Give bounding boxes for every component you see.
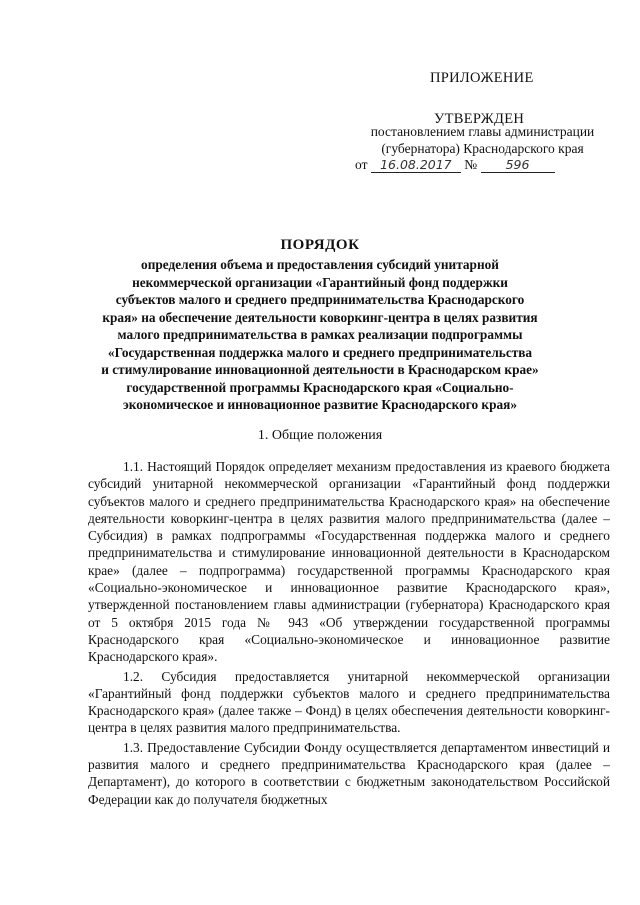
appendix-label: ПРИЛОЖЕНИЕ bbox=[430, 70, 534, 86]
handwritten-date: 16.08.2017 bbox=[380, 157, 452, 172]
subtitle-line: определения объема и предоставления субсидий унитарной bbox=[141, 257, 499, 272]
date-prefix: от bbox=[355, 157, 368, 172]
subtitle-line: экономическое и инновационное развитие Краснодарского края» bbox=[123, 397, 517, 412]
paragraph: 1.3. Предоставление Субсидии Фонду осуществляется департаментом инвестиций и развития малого и среднего предпринимательства Краснодарского края (далее – Департамент), до которого в соответствии с бюджетным законодательством Российской Федерации как до получателя бюджетных bbox=[88, 739, 610, 807]
document-subtitle bbox=[0, 256, 640, 414]
handwritten-number: 596 bbox=[505, 157, 530, 172]
subtitle-line: края» на обеспечение деятельности коворкинг-центра в целях развития bbox=[102, 309, 538, 325]
section-heading: 1. Общие положения bbox=[257, 428, 383, 443]
subtitle-line: некоммерческой организации «Гарантийный фонд поддержки bbox=[132, 274, 508, 290]
number-field bbox=[481, 158, 555, 173]
document-title: ПОРЯДОК bbox=[280, 237, 360, 253]
decree-line: постановлением главы администрации bbox=[370, 124, 595, 139]
date-field bbox=[371, 158, 461, 173]
paragraph: 1.1. Настоящий Порядок определяет механизм предоставления из краевого бюджета субсидий унитарной некоммерческой организации «Гарантийный фонд поддержки субъектов малого и среднего предпринимательства Краснодарского края» на обеспечение деятельности коворкинг-центра в целях развития малого предпринимательства (далее – Субсидия) в рамках подпрограммы «Государственная поддержка малого и среднего предпринимательства и стимулирование инновационной деятельности в Краснодарском крае» (далее – подпрограмма) государственной программы Краснодарского края «Социально-экономическое и инновационное развитие Краснодарского края», утвержденной постановлением главы администрации (губернатора) Краснодарского края от 5 октября 2015 года № 943 «Об утверждении государственной программы Краснодарского края «Социально-экономическое и инновационное развитие Краснодарского края». bbox=[88, 459, 610, 665]
approved-label: УТВЕРЖДЕН bbox=[434, 111, 525, 127]
paragraph: 1.2. Субсидия предоставляется унитарной некоммерческой организации «Гарантийный фонд поддержки субъектов малого и среднего предпринимательства Краснодарского края» (далее также – Фонд) в целях обеспечения деятельности коворкинг-центра в целях развития малого предпринимательства. bbox=[88, 668, 610, 736]
subtitle-line: субъектов малого и среднего предпринимательства Краснодарского bbox=[115, 292, 525, 307]
subtitle-line: малого предпринимательства в рамках реализации подпрограммы bbox=[117, 327, 523, 342]
decree-block bbox=[355, 123, 610, 157]
number-prefix: № bbox=[464, 157, 478, 172]
decree-date-line bbox=[355, 157, 555, 173]
subtitle-line: «Государственная поддержка малого и среднего предпринимательства bbox=[107, 344, 533, 360]
decree-line: (губернатора) Краснодарского края bbox=[381, 141, 584, 156]
subtitle-line: и стимулирование инновационной деятельности в Краснодарском крае» bbox=[101, 362, 539, 377]
document-body bbox=[88, 458, 610, 810]
subtitle-line: государственной программы Краснодарского края «Социально- bbox=[126, 379, 514, 395]
